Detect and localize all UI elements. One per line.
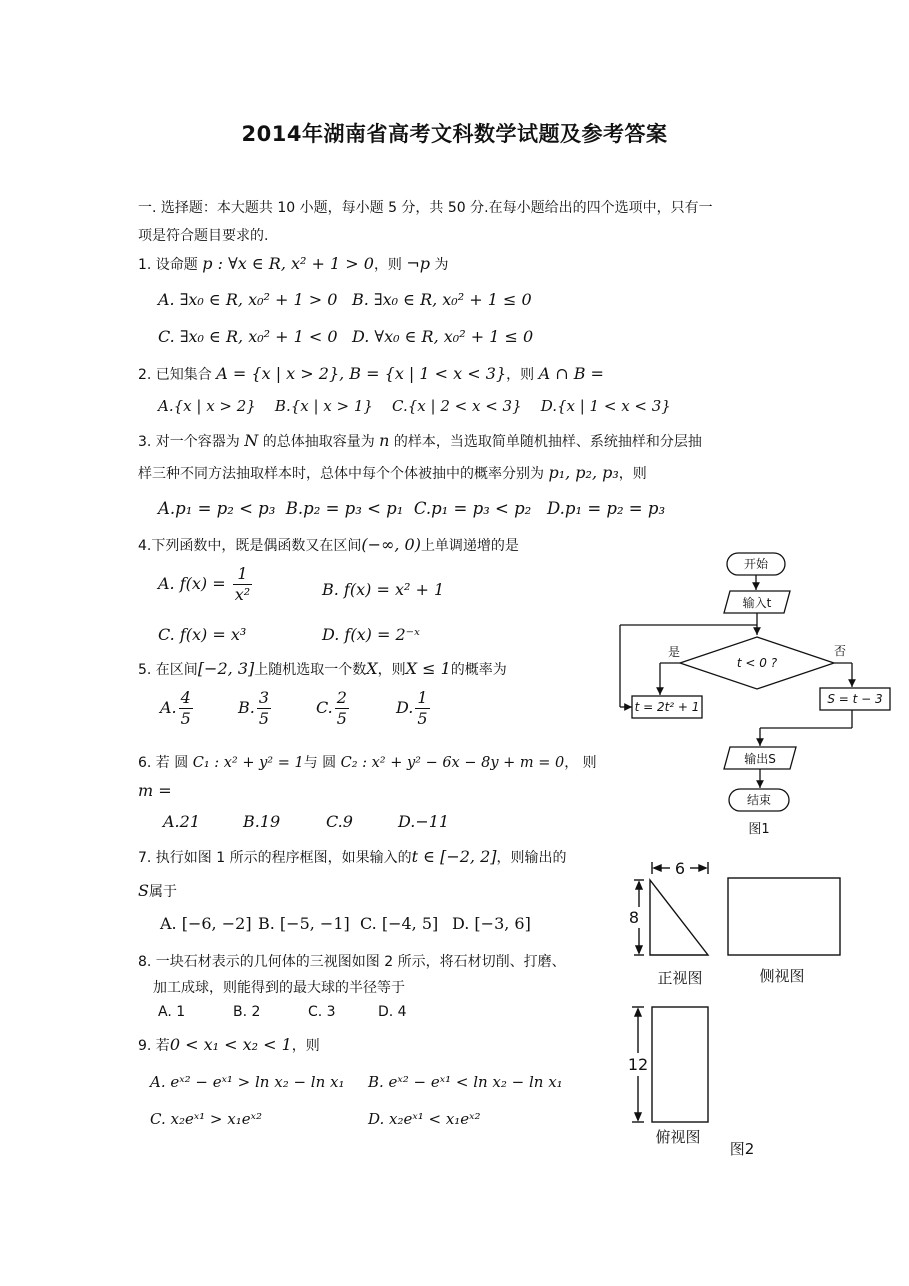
question-1-option-d: D. ∀x₀ ∈ R, x₀² + 1 ≤ 0	[352, 327, 534, 346]
question-1-option-c: C. ∃x₀ ∈ R, x₀² + 1 < 0	[158, 327, 338, 346]
question-8-stem-line1: 8. 一块石材表示的几何体的三视图如图 2 所示，将石材切削、打磨、	[138, 954, 566, 970]
question-4-option-a: A. f(x) = $\frac{1}{\text{x²}}$	[158, 564, 251, 604]
front-view-label: 正视图	[657, 969, 703, 987]
question-7-option-d: D. [−3, 6]	[452, 914, 531, 933]
question-8-option-d: D. 4	[378, 1004, 407, 1020]
question-8-option-a: A. 1	[158, 1004, 186, 1020]
question-2-options: A.{x | x > 2} B.{x | x > 1} C.{x | 2 < x < 3} D.{x | 1 < x < 3}	[158, 397, 671, 415]
dimension-label-12: 12	[627, 1055, 649, 1074]
dimension-label-8: 8	[628, 908, 640, 927]
question-9-option-d: D. x₂eˣ¹ < x₁eˣ²	[368, 1110, 481, 1128]
flowchart-right-box-label: S = t − 3	[827, 692, 883, 706]
question-5-stem: 5. 在区间[−2, 3]上随机选取一个数X，则X ≤ 1的概率为	[138, 659, 507, 678]
section-intro-line1: 一. 选择题：本大题共 10 小题，每小题 5 分，共 50 分.在每小题给出的四个选项中，只有一	[138, 200, 713, 216]
question-9-option-b: B. eˣ² − eˣ¹ < ln x₂ − ln x₁	[368, 1073, 563, 1091]
three-views-figure-2	[612, 850, 902, 1165]
question-5-option-d: D. $\frac{1}{5}$	[396, 688, 428, 728]
flowchart-decision-label: t < 0 ?	[736, 656, 778, 670]
question-6-option-d: D.−11	[398, 812, 450, 831]
figure-2-caption: 图2	[729, 1140, 755, 1158]
top-view-label: 俯视图	[655, 1128, 701, 1146]
flowchart-figure-1	[612, 545, 902, 845]
flowchart-yes-label: 是	[667, 645, 681, 659]
question-9-option-c: C. x₂eˣ¹ > x₁eˣ²	[150, 1110, 262, 1128]
flowchart-start-label: 开始	[743, 557, 769, 571]
question-1-option-a: A. ∃x₀ ∈ R, x₀² + 1 > 0	[158, 290, 338, 309]
question-6-option-c: C.9	[326, 812, 353, 831]
front-view-triangle	[650, 880, 708, 955]
question-9-option-a: A. eˣ² − eˣ¹ > ln x₂ − ln x₁	[150, 1073, 345, 1091]
page-title: 2014年湖南省高考文科数学试题及参考答案	[241, 122, 668, 146]
question-3-options: A.p₁ = p₂ < p₃ B.p₂ = p₃ < p₁ C.p₁ = p₃ < p₂ D.p₁ = p₂ = p₃	[158, 499, 666, 518]
question-3-stem-line1: 3. 对一个容器为 N 的总体抽取容量为 n 的样本，当选取简单随机抽样、系统抽样和分层抽	[138, 431, 702, 450]
question-5-option-a: A. $\frac{4}{5}$	[160, 688, 191, 728]
question-7-option-b: B. [−5, −1]	[258, 914, 350, 933]
question-8-option-c: C. 3	[308, 1004, 336, 1020]
question-4-option-d: D. f(x) = 2⁻ˣ	[322, 625, 420, 644]
question-5-option-b: B. $\frac{3}{5}$	[238, 688, 270, 728]
question-1-stem: 1. 设命题 p : ∀x ∈ R, x² + 1 > 0，则 ¬p 为	[138, 254, 449, 273]
question-3-stem-line2: 样三种不同方法抽取样本时，总体中每个个体被抽中的概率分别为 p₁, p₂, p₃，则	[138, 463, 647, 482]
side-view-rectangle	[728, 878, 840, 955]
question-7-option-c: C. [−4, 5]	[360, 914, 439, 933]
top-view-rectangle	[652, 1007, 708, 1122]
question-9-stem: 9. 若0 < x₁ < x₂ < 1，则	[138, 1035, 320, 1054]
flowchart-no-label: 否	[833, 644, 847, 658]
question-6-stem: 6. 若 圆 C₁ : x² + y² = 1与 圆 C₂ : x² + y² − 6x − 8y + m = 0， 则	[138, 755, 597, 771]
question-7-stem-line2: S属于	[138, 881, 177, 900]
question-6-stem-line2: m =	[138, 781, 172, 800]
question-5-option-c: C. $\frac{2}{5}$	[316, 688, 347, 728]
dimension-label-6: 6	[674, 859, 686, 878]
flowchart-input-label: 输入t	[742, 596, 772, 610]
question-6-option-a: A.21	[163, 812, 200, 831]
question-6-option-b: B.19	[243, 812, 281, 831]
flowchart-left-box-label: t = 2t² + 1	[634, 700, 700, 714]
question-8-stem-line2: 加工成球，则能得到的最大球的半径等于	[153, 980, 405, 996]
question-4-option-c: C. f(x) = x³	[158, 625, 247, 644]
flowchart-end-label: 结束	[746, 793, 772, 807]
question-7-stem: 7. 执行如图 1 所示的程序框图，如果输入的t ∈ [−2, 2]，则输出的	[138, 847, 567, 866]
question-1-option-b: B. ∃x₀ ∈ R, x₀² + 1 ≤ 0	[352, 290, 532, 309]
question-4-stem: 4.下列函数中，既是偶函数又在区间(−∞, 0)上单调递增的是	[138, 535, 519, 554]
flowchart-output-label: 输出S	[744, 752, 776, 766]
question-2-stem: 2. 已知集合 A = {x | x > 2}, B = {x | 1 < x < 3}，则 A ∩ B =	[138, 364, 604, 383]
figure-1-caption: 图1	[748, 822, 770, 837]
section-intro-line2: 项是符合题目要求的.	[138, 228, 269, 244]
question-7-option-a: A. [−6, −2]	[160, 914, 252, 933]
side-view-label: 侧视图	[759, 967, 805, 985]
question-8-option-b: B. 2	[233, 1004, 261, 1020]
question-4-option-b: B. f(x) = x² + 1	[322, 580, 445, 599]
